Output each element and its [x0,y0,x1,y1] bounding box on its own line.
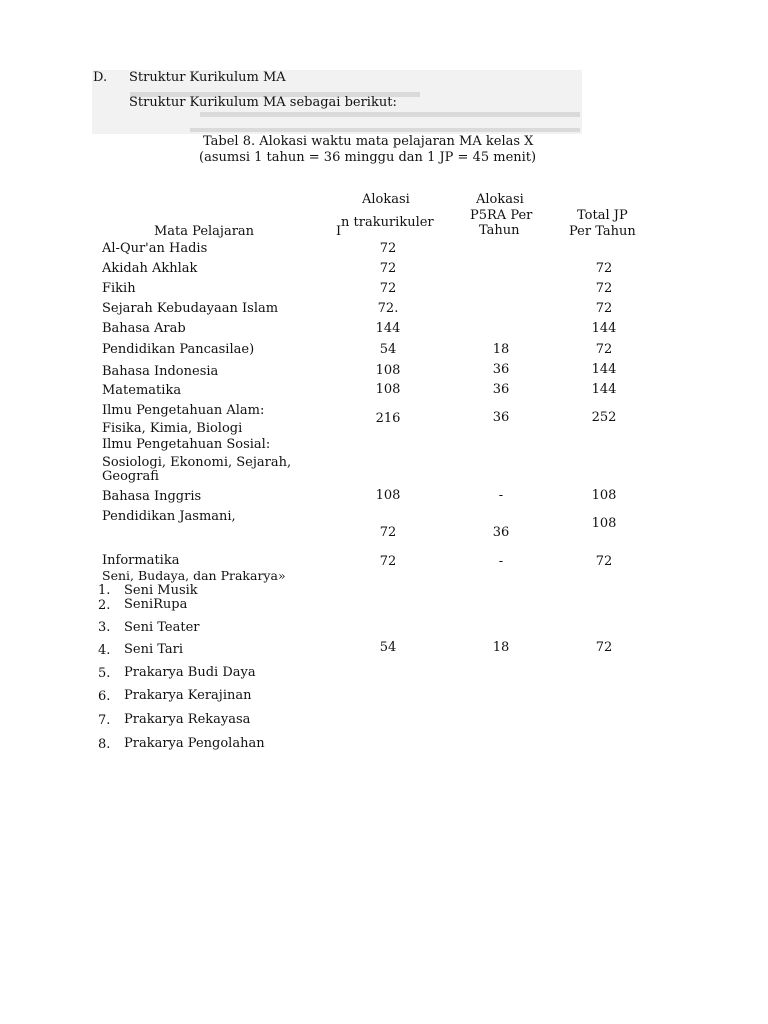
row-total: 72 [595,640,613,655]
row-subject: Informatika [102,553,180,565]
row-intra: 108 [375,363,401,378]
row-intra: 72. [377,301,399,316]
row-intra: 72 [379,525,397,540]
row-p5: 36 [492,410,510,425]
row-p5: 18 [492,640,510,655]
header-total-line2: Per Tahun [569,224,636,239]
arts-num: 4. [98,643,111,658]
row-subject: Seni, Budaya, dan Prakarya» [102,568,286,583]
row-total: 144 [591,382,617,397]
row-subject: Bahasa Indonesia [102,364,219,379]
arts-item: Seni Musik [124,583,198,598]
table-caption-line2: (asumsi 1 tahun = 36 minggu dan 1 JP = 45 menit) [199,150,537,165]
row-p5: 36 [492,525,510,540]
row-intra: 216 [375,411,401,426]
row-p5: - [498,554,504,565]
header-subject: Mata Pelajaran [154,224,255,239]
row-intra: 54 [379,640,397,655]
row-total: 72 [595,342,613,357]
header-p5-line2: P5RA Per [470,208,533,223]
row-p5: 36 [492,382,510,397]
row-subject: Akidah Akhlak [102,261,198,276]
ips-line1: Ilmu Pengetahuan Sosial: [102,437,271,452]
row-intra: 108 [375,488,401,503]
ips-line2: Sosiologi, Ekonomi, Sejarah, [102,455,292,470]
row-subject: Matematika [102,383,182,398]
arts-item: SeniRupa [124,597,188,612]
row-total: 144 [591,321,617,336]
header-intra-bottom: n trakurikuler [341,215,434,230]
row-intra: 72 [379,281,397,296]
row-intra: 144 [375,321,401,336]
arts-num: 1. [98,583,111,598]
arts-num: 7. [98,713,111,728]
row-intra: 54 [379,342,397,357]
row-intra: 72 [379,241,397,256]
row-p5: - [498,488,504,503]
row-subject: Bahasa Arab [102,321,186,336]
row-subject: Bahasa Inggris [102,489,202,504]
row-subject: Pendidikan Pancasilae) [102,342,255,357]
bleed-through-3 [190,128,580,132]
arts-num: 2. [98,598,111,613]
row-subject: Sejarah Kebudayaan Islam [102,301,279,316]
row-intra: 72 [379,261,397,276]
row-subject: Fikih [102,281,136,296]
ips-line3: Geografi [102,469,159,484]
arts-item: Prakarya Kerajinan [124,688,252,703]
row-total: 72 [595,301,613,316]
arts-num: 5. [98,666,111,681]
header-total-line1: Total JP [577,208,628,223]
section-letter: D. [93,70,108,85]
row-total: 108 [591,488,617,503]
row-total: 252 [591,410,617,425]
row-total: 72 [595,281,613,296]
arts-item: Prakarya Budi Daya [124,665,256,680]
row-total: 72 [595,554,613,565]
ipa-subtitle: Fisika, Kimia, Biologi [102,421,243,435]
section-title: Struktur Kurikulum MA [129,70,286,85]
arts-item: Prakarya Pengolahan [124,736,265,751]
row-total: 108 [591,516,617,531]
arts-item: Seni Tari [124,642,184,657]
row-subject: Pendidikan Jasmani, [102,509,236,524]
row-intra: 72 [379,554,397,565]
header-p5-line1: Alokasi [476,192,524,207]
row-total: 144 [591,362,617,377]
row-p5: 18 [492,342,510,357]
header-intra-marker: I [336,224,342,239]
arts-num: 6. [98,689,111,704]
arts-item: Prakarya Rekayasa [124,712,251,727]
header-intra-top: Alokasi [362,192,410,207]
row-p5: 36 [492,362,510,377]
bleed-through-2 [200,112,580,117]
row-total: 72 [595,261,613,276]
table-caption-line1: Tabel 8. Alokasi waktu mata pelajaran MA kelas X [203,134,534,149]
arts-item: Seni Teater [124,620,200,635]
row-subject: Ilmu Pengetahuan Alam: [102,403,265,418]
section-intro: Struktur Kurikulum MA sebagai berikut: [129,95,397,110]
arts-num: 8. [98,737,111,752]
arts-num: 3. [98,620,111,635]
row-subject: Al-Qur'an Hadis [102,241,208,256]
row-intra: 108 [375,382,401,397]
header-p5-line3: Tahun [479,223,520,238]
